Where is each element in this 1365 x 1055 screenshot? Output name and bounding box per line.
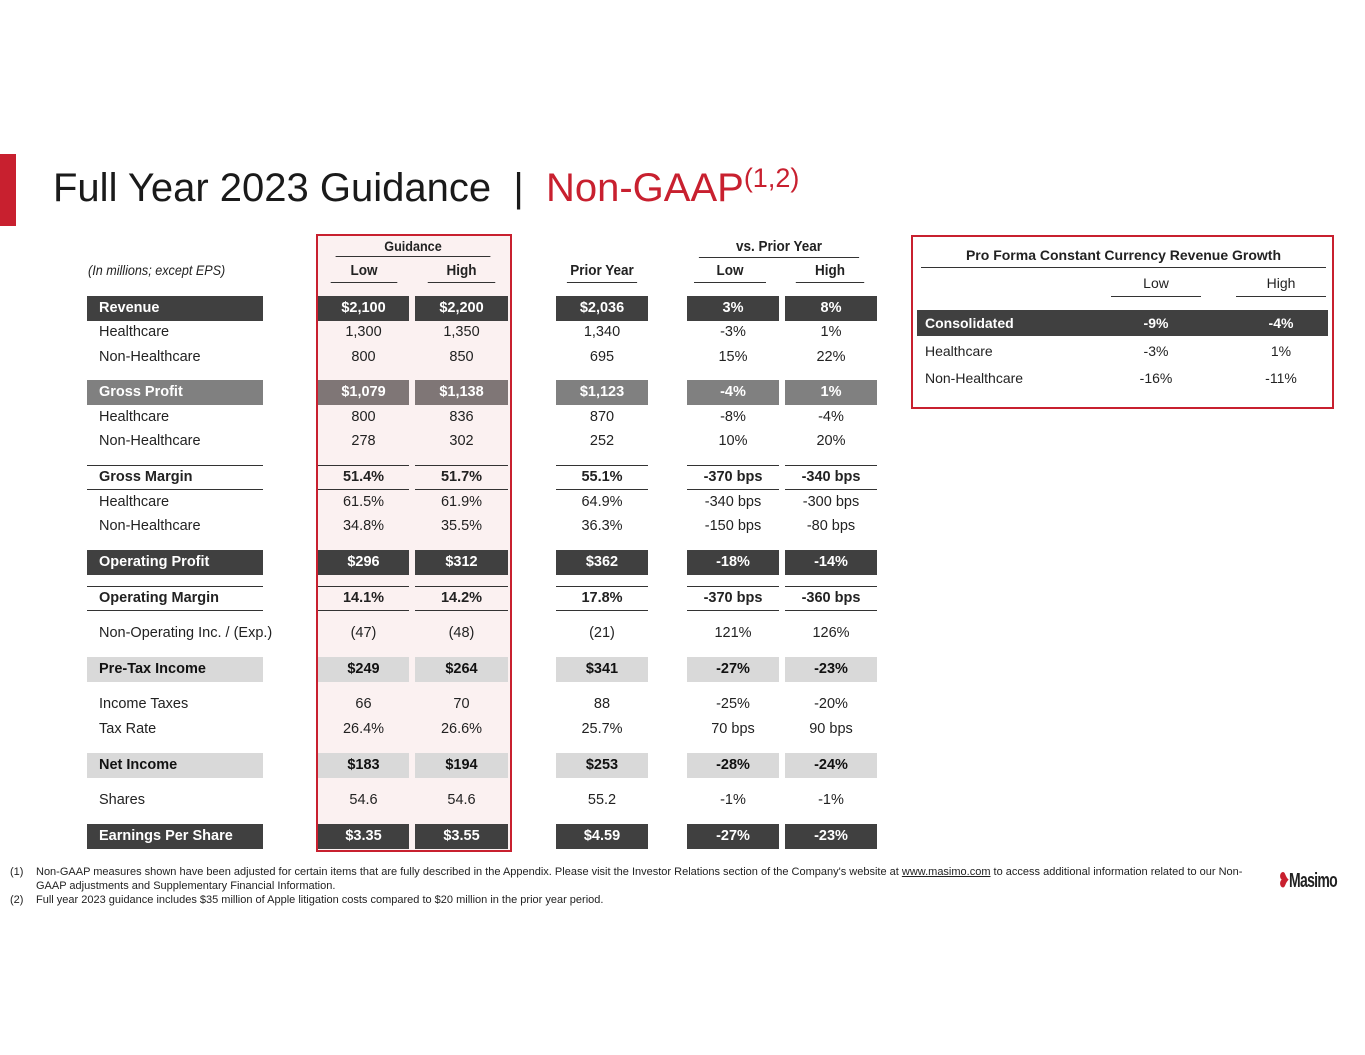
vs-low-value: -28% bbox=[687, 753, 779, 778]
row-label: Revenue bbox=[87, 296, 263, 321]
vs-high-value: 8% bbox=[785, 296, 877, 321]
prior-year-value: $4.59 bbox=[556, 824, 648, 849]
guidance-high-value: $264 bbox=[415, 657, 508, 682]
prior-year-value: $2,036 bbox=[556, 296, 648, 321]
vs-low-value: -340 bps bbox=[704, 494, 762, 510]
guidance-low-value: 26.4% bbox=[342, 721, 385, 737]
guidance-low-value: $249 bbox=[318, 657, 409, 682]
row-label: Non-Operating Inc. / (Exp.) bbox=[99, 625, 273, 641]
prior-year-value: 870 bbox=[589, 409, 615, 425]
guidance-high-value: 14.2% bbox=[415, 586, 508, 611]
prior-year-value: 55.1% bbox=[556, 465, 648, 490]
row-label: Healthcare bbox=[99, 324, 170, 340]
vs-low-value: -27% bbox=[687, 824, 779, 849]
proforma-high: 1% bbox=[1270, 343, 1292, 359]
vs-low-value: -25% bbox=[716, 696, 750, 712]
vs-high-value: 126% bbox=[812, 625, 850, 641]
vs-low-value: 70 bps bbox=[711, 721, 755, 737]
prior-year-header: Prior Year bbox=[567, 262, 637, 283]
vs-high-value: -340 bps bbox=[785, 465, 877, 490]
vs-high-value: -80 bps bbox=[806, 518, 856, 534]
vs-prior-year-header: vs. Prior Year bbox=[699, 238, 859, 258]
row-label: Net Income bbox=[87, 753, 263, 778]
footnote-text: Full year 2023 guidance includes $35 million of Apple litigation costs compared to $20 million in the prior year period. bbox=[36, 894, 604, 906]
proforma-low: -9% bbox=[1143, 315, 1169, 331]
units-label: (In millions; except EPS) bbox=[88, 262, 226, 278]
vs-low-value: -27% bbox=[687, 657, 779, 682]
row-label: Healthcare bbox=[99, 409, 170, 425]
guidance-low-value: $3.35 bbox=[318, 824, 409, 849]
guidance-high-value: $312 bbox=[415, 550, 508, 575]
guidance-low-value: 800 bbox=[351, 409, 376, 425]
prior-year-value: $362 bbox=[556, 550, 648, 575]
vs-high-value: -360 bps bbox=[785, 586, 877, 611]
guidance-high-value: $1,138 bbox=[415, 380, 508, 405]
prior-year-value: 695 bbox=[589, 349, 615, 365]
footnote-text: Non-GAAP measures shown have been adjusted for certain items that are fully described in the Appendix. Please visit the Investor Relations section of the Company's website at bbox=[36, 866, 902, 878]
vs-high-value: -300 bps bbox=[802, 494, 860, 510]
vs-high-value: -23% bbox=[785, 824, 877, 849]
prior-year-value: 36.3% bbox=[581, 518, 623, 534]
vs-high-value: 1% bbox=[785, 380, 877, 405]
vs-high-value: -4% bbox=[818, 409, 844, 425]
guidance-high-value: $3.55 bbox=[415, 824, 508, 849]
vs-low-value: -4% bbox=[687, 380, 779, 405]
guidance-high-value: 302 bbox=[449, 433, 474, 449]
guidance-low-value: 800 bbox=[351, 349, 376, 365]
vs-high-value: 20% bbox=[816, 433, 846, 449]
vs-low-value: -3% bbox=[720, 324, 746, 340]
guidance-high-value: 51.7% bbox=[415, 465, 508, 490]
proforma-box bbox=[911, 235, 1334, 409]
row-label: Operating Margin bbox=[87, 586, 263, 611]
row-label: Pre-Tax Income bbox=[87, 657, 263, 682]
row-label: Operating Profit bbox=[87, 550, 263, 575]
vs-low-value: -370 bps bbox=[687, 465, 779, 490]
guidance-high-value: 61.9% bbox=[440, 494, 483, 510]
title-accent-bar bbox=[0, 154, 16, 226]
row-label: Gross Profit bbox=[87, 380, 263, 405]
guidance-high-value: 850 bbox=[449, 349, 474, 365]
vs-high-value: -20% bbox=[814, 696, 848, 712]
footnote-1 bbox=[10, 865, 1246, 893]
vs-low-value: -150 bps bbox=[704, 518, 762, 534]
vs-low-header: Low bbox=[694, 262, 766, 283]
guidance-low-value: $183 bbox=[318, 753, 409, 778]
footnote-text: to access additional information related to our Non-GAAP adjustments and Supplementary Financial Information. bbox=[36, 866, 1243, 892]
guidance-high-value: $2,200 bbox=[415, 296, 508, 321]
proforma-title: Pro Forma Constant Currency Revenue Growth bbox=[921, 247, 1326, 268]
prior-year-value: 25.7% bbox=[581, 721, 623, 737]
guidance-low-value: 1,300 bbox=[345, 324, 382, 340]
vs-low-value: -8% bbox=[720, 409, 746, 425]
guidance-high-value: (48) bbox=[448, 625, 475, 641]
prior-year-value: 252 bbox=[589, 433, 615, 449]
footnotes bbox=[10, 865, 1246, 907]
guidance-high-value: 836 bbox=[449, 409, 474, 425]
guidance-low-header: Low bbox=[331, 262, 398, 283]
guidance-header: Guidance bbox=[336, 238, 491, 257]
row-label: Non-Healthcare bbox=[99, 518, 201, 534]
row-label: Gross Margin bbox=[87, 465, 263, 490]
row-label: Non-Healthcare bbox=[99, 433, 201, 449]
footnote-2 bbox=[10, 893, 1246, 907]
guidance-low-value: 34.8% bbox=[342, 518, 385, 534]
guidance-low-value: $296 bbox=[318, 550, 409, 575]
prior-year-value: 64.9% bbox=[581, 494, 623, 510]
vs-high-value: -1% bbox=[818, 792, 844, 808]
vs-low-value: 15% bbox=[718, 349, 748, 365]
vs-low-value: 121% bbox=[714, 625, 752, 641]
footnote-number: (1) bbox=[10, 866, 24, 878]
proforma-high-header: High bbox=[1236, 275, 1326, 297]
vs-high-value: 1% bbox=[820, 324, 842, 340]
proforma-row bbox=[917, 310, 1328, 336]
vs-high-value: 22% bbox=[816, 349, 846, 365]
guidance-high-value: 70 bbox=[453, 696, 470, 712]
row-label: Shares bbox=[99, 792, 145, 808]
vs-low-value: -18% bbox=[687, 550, 779, 575]
prior-year-value: $341 bbox=[556, 657, 648, 682]
guidance-high-value: 35.5% bbox=[440, 518, 483, 534]
footnote-number: (2) bbox=[10, 894, 24, 906]
proforma-low: -3% bbox=[1143, 343, 1169, 359]
proforma-label: Consolidated bbox=[925, 315, 1014, 331]
vs-low-value: 10% bbox=[718, 433, 748, 449]
page-title: Full Year 2023 Guidance | Non-GAAP$^{(1,2)}$ bbox=[53, 163, 800, 210]
prior-year-value: $1,123 bbox=[556, 380, 648, 405]
prior-year-value: 17.8% bbox=[556, 586, 648, 611]
vs-low-value: 3% bbox=[687, 296, 779, 321]
proforma-row bbox=[917, 365, 1328, 391]
vs-high-value: 90 bps bbox=[809, 721, 853, 737]
prior-year-value: (21) bbox=[589, 625, 615, 641]
guidance-low-value: $1,079 bbox=[318, 380, 409, 405]
guidance-low-value: $2,100 bbox=[318, 296, 409, 321]
guidance-low-value: 278 bbox=[351, 433, 376, 449]
row-label: Healthcare bbox=[99, 494, 170, 510]
proforma-low-header: Low bbox=[1111, 275, 1201, 297]
vs-low-value: -1% bbox=[720, 792, 746, 808]
guidance-high-value: 26.6% bbox=[440, 721, 483, 737]
guidance-low-value: 51.4% bbox=[318, 465, 409, 490]
vs-low-value: -370 bps bbox=[687, 586, 779, 611]
proforma-high: -4% bbox=[1268, 315, 1294, 331]
prior-year-value: $253 bbox=[556, 753, 648, 778]
row-label: Earnings Per Share bbox=[87, 824, 263, 849]
prior-year-value: 1,340 bbox=[583, 324, 621, 340]
guidance-high-value: 54.6 bbox=[447, 792, 476, 808]
masimo-link[interactable]: www.masimo.com bbox=[901, 866, 991, 878]
guidance-low-value: 61.5% bbox=[342, 494, 385, 510]
row-label: Income Taxes bbox=[99, 696, 189, 712]
proforma-row bbox=[917, 338, 1328, 364]
guidance-low-value: 14.1% bbox=[318, 586, 409, 611]
guidance-high-value: 1,350 bbox=[443, 324, 480, 340]
vs-high-value: -23% bbox=[785, 657, 877, 682]
guidance-high-header: High bbox=[428, 262, 496, 283]
guidance-low-value: (47) bbox=[350, 625, 377, 641]
proforma-high: -11% bbox=[1265, 370, 1297, 386]
prior-year-value: 55.2 bbox=[587, 792, 617, 808]
proforma-low: -16% bbox=[1139, 370, 1173, 386]
masimo-logo: ❥Masimo bbox=[1278, 870, 1337, 892]
prior-year-value: 88 bbox=[593, 696, 611, 712]
vs-high-header: High bbox=[796, 262, 864, 283]
guidance-high-value: $194 bbox=[415, 753, 508, 778]
proforma-label: Healthcare bbox=[925, 343, 993, 359]
vs-high-value: -14% bbox=[785, 550, 877, 575]
row-label: Non-Healthcare bbox=[99, 349, 201, 365]
proforma-label: Non-Healthcare bbox=[925, 370, 1024, 386]
guidance-low-value: 66 bbox=[355, 696, 372, 712]
guidance-low-value: 54.6 bbox=[349, 792, 378, 808]
vs-high-value: -24% bbox=[785, 753, 877, 778]
row-label: Tax Rate bbox=[99, 721, 157, 737]
